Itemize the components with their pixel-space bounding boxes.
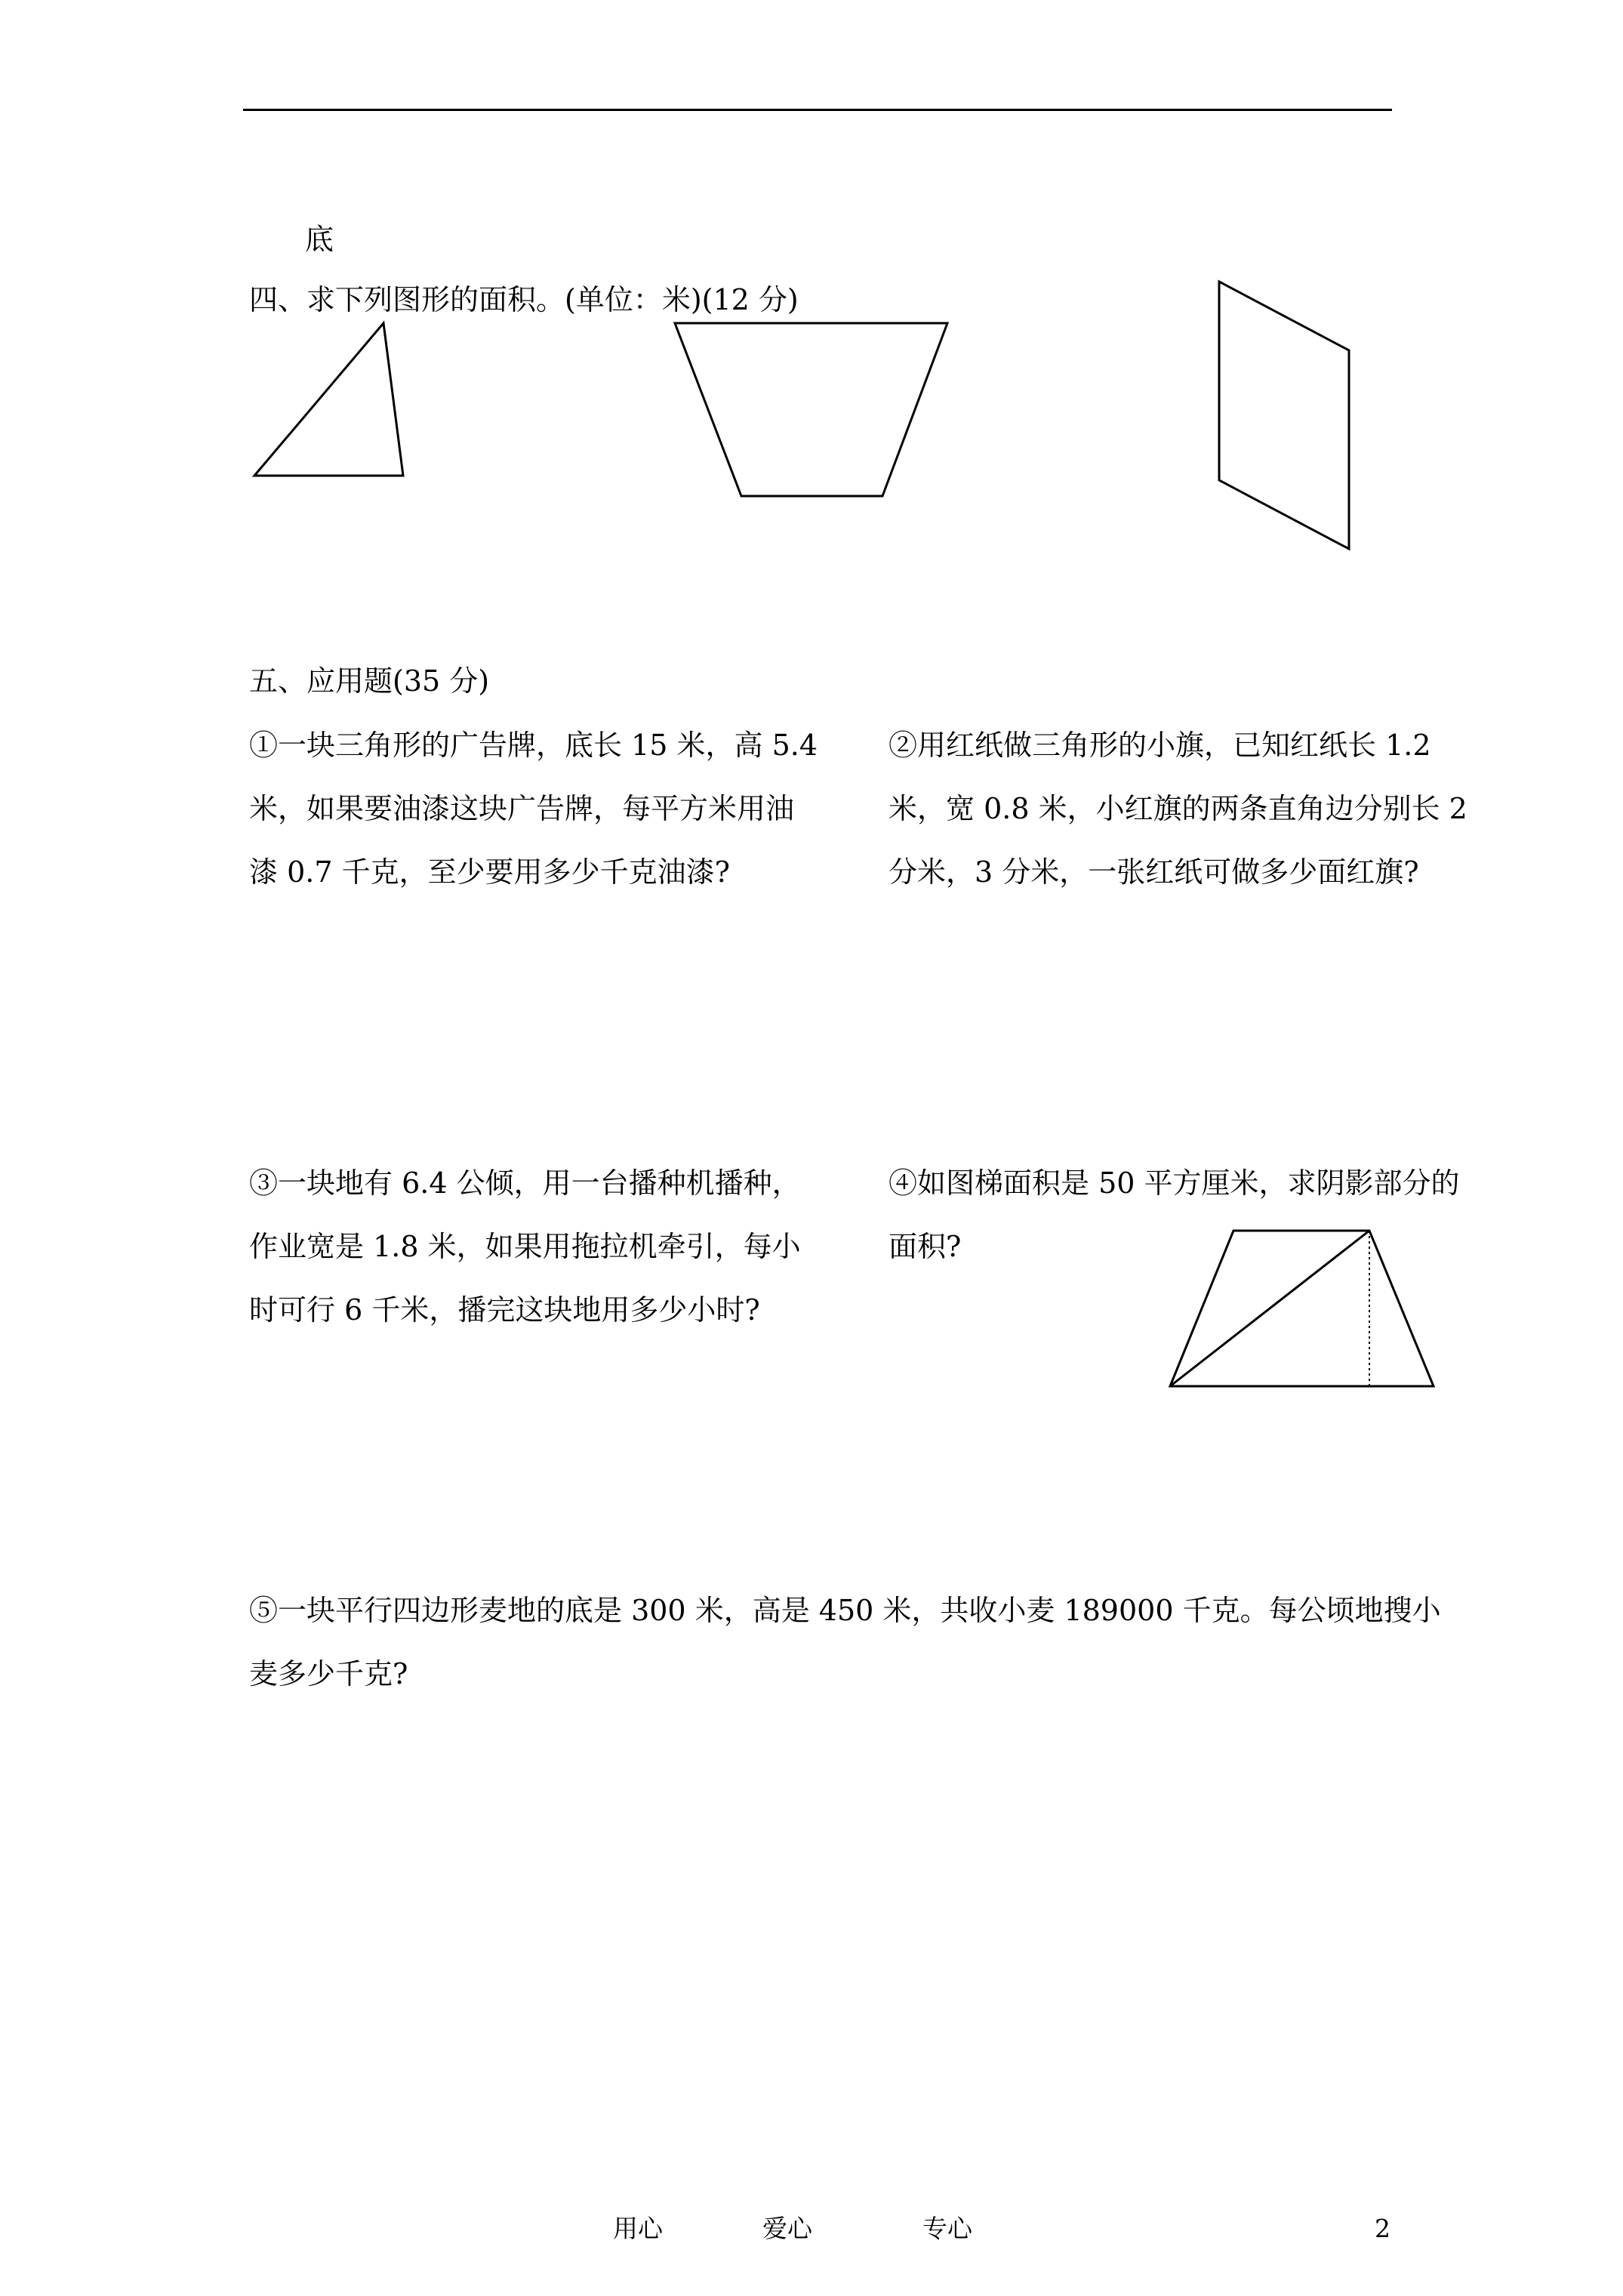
q2-line-2: 米，宽 0.8 米，小红旗的两条直角边分别长 2 (888, 792, 1467, 825)
trapezoid-outline (1170, 1231, 1434, 1386)
page-number: 2 (1375, 2214, 1390, 2243)
triangle-shape (254, 323, 403, 476)
header-rule (243, 109, 1392, 111)
q4-line-1: ④如图梯面积是 50 平方厘米，求阴影部分的 (888, 1166, 1460, 1200)
section5-heading: 五、应用题(35 分) (249, 664, 490, 698)
footer-item-yongxin: 用心 (613, 2214, 663, 2243)
q2-line-1: ②用红纸做三角形的小旗，已知红纸长 1.2 (888, 729, 1431, 762)
q3-line-1: ③一块地有 6.4 公倾，用一台播种机播种， (249, 1166, 801, 1200)
q4-line-2: 面积? (888, 1230, 962, 1263)
trapezoid-shape (675, 323, 947, 496)
q3-line-2: 作业宽是 1.8 米，如果用拖拉机牵引，每小 (249, 1230, 801, 1263)
text-fragment: 底 (305, 223, 334, 256)
q5-line-2: 麦多少千克? (249, 1657, 408, 1690)
q1-line-3: 漆 0.7 千克，至少要用多少千克油漆? (249, 855, 730, 889)
section4-heading: 四、求下列图形的面积。(单位：米)(12 分) (249, 283, 799, 316)
q5-line-1: ⑤一块平行四边形麦地的底是 300 米，高是 450 米，共收小麦 189000 千克。每公顷地搜小 (249, 1594, 1441, 1627)
q1-line-1: ①一块三角形的广告牌，底长 15 米，高 5.4 (249, 729, 818, 762)
footer-item-aixin: 爱心 (762, 2214, 812, 2243)
footer-item-zhuanxin: 专心 (922, 2214, 972, 2243)
parallelogram-shape (1219, 282, 1349, 549)
q1-line-2: 米，如果要油漆这块广告牌，每平方米用油 (249, 792, 795, 825)
trapezoid-diagonal (1170, 1231, 1369, 1386)
q3-line-3: 时可行 6 千米，播完这块地用多少小时? (249, 1293, 760, 1327)
q2-line-3: 分米，3 分米，一张红纸可做多少面红旗? (888, 855, 1419, 889)
